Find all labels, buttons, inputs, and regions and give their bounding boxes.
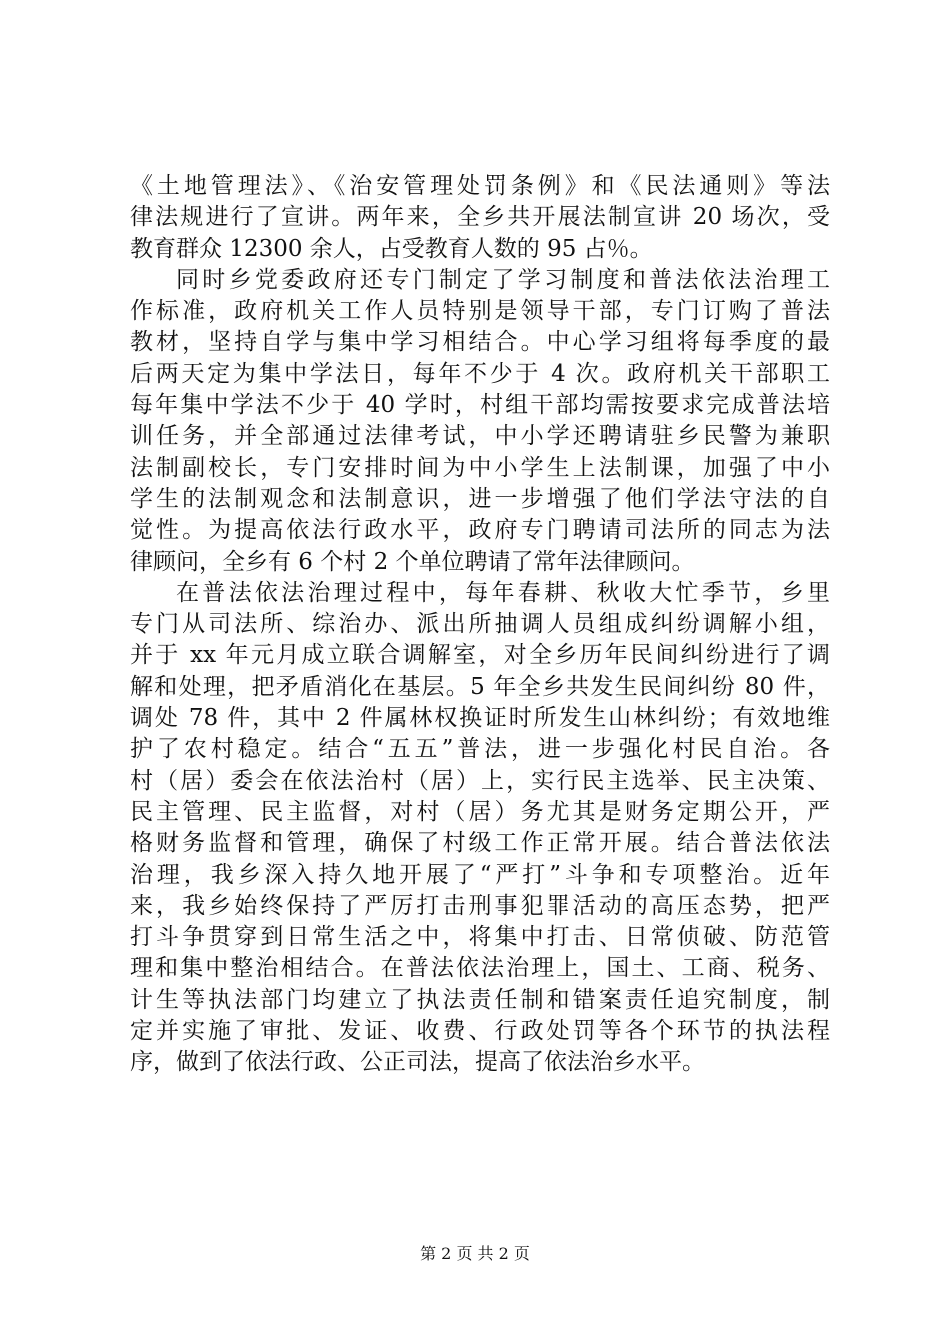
text-line: 治理，我乡深入持久地开展了“严打”斗争和专项整治。近年 bbox=[130, 861, 830, 888]
text-line: 护了农村稳定。结合“五五”普法，进一步强化村民自治。各 bbox=[130, 736, 830, 763]
text-line: 定并实施了审批、发证、收费、行政处罚等各个环节的执法程 bbox=[130, 1018, 830, 1045]
text-line: 学生的法制观念和法制意识，进一步增强了他们学法守法的自 bbox=[130, 485, 830, 512]
text-line: 觉性。为提高依法行政水平，政府专门聘请司法所的同志为法 bbox=[130, 517, 830, 544]
document-body bbox=[130, 171, 830, 1079]
text-line: 村（居）委会在依法治村（居）上，实行民主选举、民主决策、 bbox=[130, 767, 830, 794]
text-line: 打斗争贯穿到日常生活之中，将集中打击、日常侦破、防范管 bbox=[130, 924, 830, 951]
text-line: 并于 xx 年元月成立联合调解室，对全乡历年民间纠纷进行了调 bbox=[130, 642, 830, 669]
text-line: 民主管理、民主监督，对村（居）务尤其是财务定期公开，严 bbox=[130, 798, 830, 825]
text-line: 来，我乡始终保持了严厉打击刑事犯罪活动的高压态势，把严 bbox=[130, 892, 830, 919]
paragraph-2 bbox=[130, 265, 830, 578]
text-line: 教材，坚持自学与集中学习相结合。中心学习组将每季度的最 bbox=[130, 329, 830, 356]
paragraph-1 bbox=[130, 171, 830, 265]
text-line: 调处 78 件，其中 2 件属林权换证时所发生山林纠纷；有效地维 bbox=[130, 705, 830, 732]
text-line: 律顾问，全乡有 6 个村 2 个单位聘请了常年法律顾问。 bbox=[130, 548, 695, 575]
text-line: 后两天定为集中学法日，每年不少于 4 次。政府机关干部职工 bbox=[130, 360, 830, 387]
text-line: 同时乡党委政府还专门制定了学习制度和普法依法治理工 bbox=[176, 266, 830, 293]
text-line: 计生等执法部门均建立了执法责任制和错案责任追究制度，制 bbox=[130, 986, 830, 1013]
text-line: 《土地管理法》、《治安管理处罚条例》和《民法通则》等法 bbox=[130, 173, 830, 199]
text-line: 法制副校长，专门安排时间为中小学生上法制课，加强了中小 bbox=[130, 454, 830, 481]
page-footer bbox=[0, 1244, 950, 1264]
text-line: 专门从司法所、综治办、派出所抽调人员组成纠纷调解小组， bbox=[130, 611, 830, 638]
text-line: 作标准，政府机关工作人员特别是领导干部，专门订购了普法 bbox=[130, 298, 830, 325]
page-number-label: 第 2 页 共 2 页 bbox=[420, 1244, 530, 1263]
text-line: 理和集中整治相结合。在普法依法治理上，国土、工商、税务、 bbox=[130, 955, 830, 982]
text-line: 教育群众 12300 余人，占受教育人数的 95 占％。 bbox=[130, 235, 653, 262]
text-line: 在普法依法治理过程中，每年春耕、秋收大忙季节，乡里 bbox=[176, 579, 830, 606]
text-line: 每年集中学法不少于 40 学时，村组干部均需按要求完成普法培 bbox=[130, 392, 830, 419]
text-line: 训任务，并全部通过法律考试，中小学还聘请驻乡民警为兼职 bbox=[130, 423, 830, 450]
text-line: 格财务监督和管理，确保了村级工作正常开展。结合普法依法 bbox=[130, 830, 830, 857]
text-line: 序，做到了依法行政、公正司法，提高了依法治乡水平。 bbox=[130, 1049, 705, 1076]
paragraph-3 bbox=[130, 578, 830, 1079]
text-line: 律法规进行了宣讲。两年来，全乡共开展法制宣讲 20 场次，受 bbox=[130, 204, 830, 231]
text-line: 解和处理，把矛盾消化在基层。5 年全乡共发生民间纠纷 80 件， bbox=[130, 673, 830, 700]
